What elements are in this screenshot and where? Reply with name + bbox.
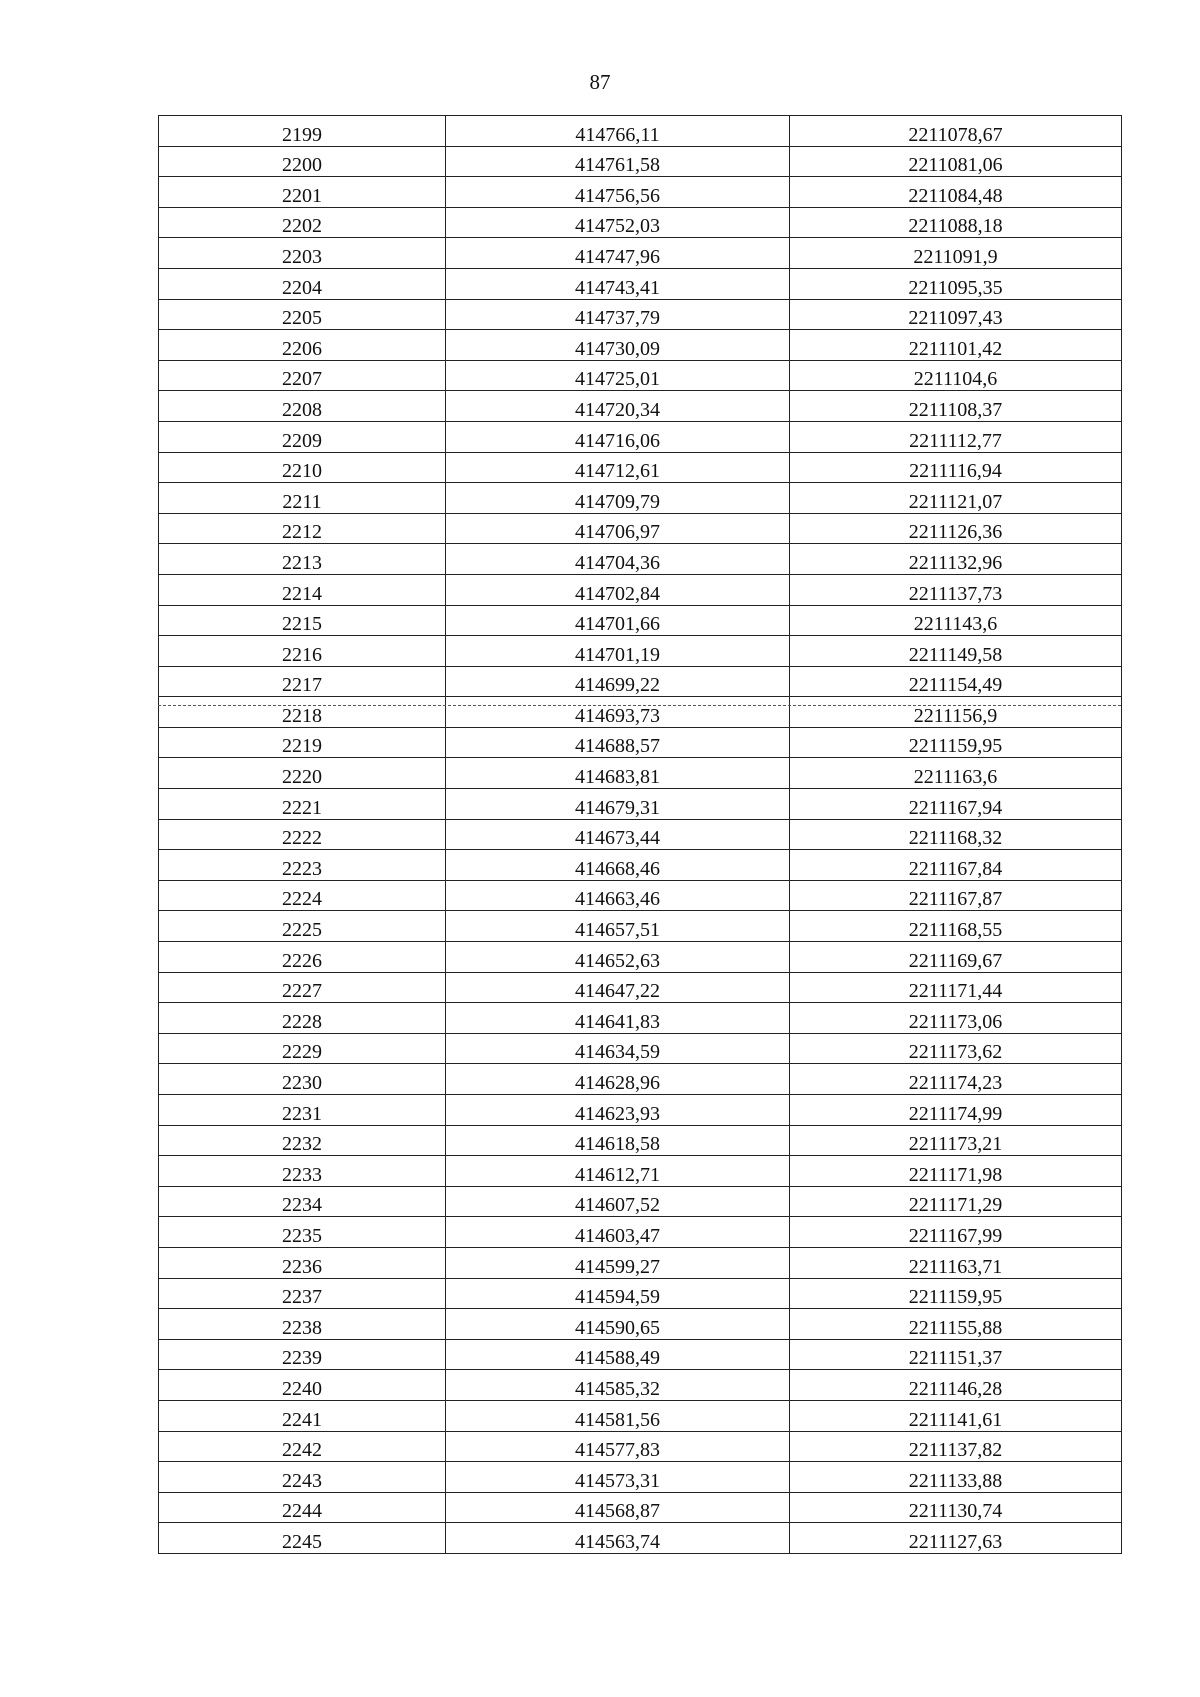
x-coordinate-cell: 414761,58 <box>446 146 790 177</box>
x-coordinate-cell: 414709,79 <box>446 483 790 514</box>
point-number-cell: 2220 <box>159 758 446 789</box>
point-number-cell: 2242 <box>159 1431 446 1462</box>
table-row <box>159 1523 1122 1554</box>
table-row <box>159 758 1122 789</box>
y-coordinate-cell: 2211127,63 <box>790 1523 1122 1554</box>
point-number-cell: 2227 <box>159 972 446 1003</box>
x-coordinate-cell: 414683,81 <box>446 758 790 789</box>
y-coordinate-cell: 2211156,9 <box>790 697 1122 728</box>
x-coordinate-cell: 414663,46 <box>446 880 790 911</box>
point-number-cell: 2201 <box>159 177 446 208</box>
x-coordinate-cell: 414756,56 <box>446 177 790 208</box>
y-coordinate-cell: 2211146,28 <box>790 1370 1122 1401</box>
y-coordinate-cell: 2211137,82 <box>790 1431 1122 1462</box>
table-row <box>159 942 1122 973</box>
x-coordinate-cell: 414747,96 <box>446 238 790 269</box>
point-number-cell: 2203 <box>159 238 446 269</box>
point-number-cell: 2213 <box>159 544 446 575</box>
table-row <box>159 727 1122 758</box>
y-coordinate-cell: 2211163,71 <box>790 1247 1122 1278</box>
table-row <box>159 1217 1122 1248</box>
x-coordinate-cell: 414766,11 <box>446 116 790 147</box>
table-row <box>159 636 1122 667</box>
y-coordinate-cell: 2211174,99 <box>790 1095 1122 1126</box>
y-coordinate-cell: 2211163,6 <box>790 758 1122 789</box>
y-coordinate-cell: 2211108,37 <box>790 391 1122 422</box>
page-number: 87 <box>589 70 611 94</box>
point-number-cell: 2217 <box>159 666 446 697</box>
y-coordinate-cell: 2211167,99 <box>790 1217 1122 1248</box>
point-number-cell: 2232 <box>159 1125 446 1156</box>
x-coordinate-cell: 414607,52 <box>446 1186 790 1217</box>
point-number-cell: 2207 <box>159 360 446 391</box>
point-number-cell: 2230 <box>159 1064 446 1095</box>
table-row <box>159 850 1122 881</box>
point-number-cell: 2238 <box>159 1309 446 1340</box>
x-coordinate-cell: 414704,36 <box>446 544 790 575</box>
y-coordinate-cell: 2211171,44 <box>790 972 1122 1003</box>
y-coordinate-cell: 2211173,21 <box>790 1125 1122 1156</box>
x-coordinate-cell: 414590,65 <box>446 1309 790 1340</box>
y-coordinate-cell: 2211130,74 <box>790 1492 1122 1523</box>
x-coordinate-cell: 414725,01 <box>446 360 790 391</box>
y-coordinate-cell: 2211081,06 <box>790 146 1122 177</box>
x-coordinate-cell: 414573,31 <box>446 1462 790 1493</box>
point-number-cell: 2219 <box>159 727 446 758</box>
table-row <box>159 819 1122 850</box>
point-number-cell: 2214 <box>159 574 446 605</box>
y-coordinate-cell: 2211112,77 <box>790 421 1122 452</box>
table-row <box>159 177 1122 208</box>
point-number-cell: 2210 <box>159 452 446 483</box>
point-number-cell: 2215 <box>159 605 446 636</box>
table-row <box>159 1247 1122 1278</box>
x-coordinate-cell: 414706,97 <box>446 513 790 544</box>
point-number-cell: 2226 <box>159 942 446 973</box>
y-coordinate-cell: 2211084,48 <box>790 177 1122 208</box>
y-coordinate-cell: 2211171,29 <box>790 1186 1122 1217</box>
point-number-cell: 2212 <box>159 513 446 544</box>
x-coordinate-cell: 414673,44 <box>446 819 790 850</box>
point-number-cell: 2235 <box>159 1217 446 1248</box>
table-row <box>159 1492 1122 1523</box>
table-row <box>159 238 1122 269</box>
point-number-cell: 2204 <box>159 268 446 299</box>
y-coordinate-cell: 2211167,84 <box>790 850 1122 881</box>
x-coordinate-cell: 414634,59 <box>446 1033 790 1064</box>
point-number-cell: 2206 <box>159 330 446 361</box>
table-row <box>159 1370 1122 1401</box>
table-row <box>159 544 1122 575</box>
table-row <box>159 330 1122 361</box>
point-number-cell: 2223 <box>159 850 446 881</box>
y-coordinate-cell: 2211143,6 <box>790 605 1122 636</box>
point-number-cell: 2218 <box>159 697 446 728</box>
y-coordinate-cell: 2211149,58 <box>790 636 1122 667</box>
x-coordinate-cell: 414585,32 <box>446 1370 790 1401</box>
x-coordinate-cell: 414668,46 <box>446 850 790 881</box>
table-row <box>159 911 1122 942</box>
table-row <box>159 1125 1122 1156</box>
table-row <box>159 513 1122 544</box>
point-number-cell: 2245 <box>159 1523 446 1554</box>
table-row <box>159 1003 1122 1034</box>
x-coordinate-cell: 414737,79 <box>446 299 790 330</box>
point-number-cell: 2241 <box>159 1400 446 1431</box>
y-coordinate-cell: 2211168,55 <box>790 911 1122 942</box>
table-row <box>159 666 1122 697</box>
point-number-cell: 2221 <box>159 789 446 820</box>
coordinates-table <box>158 115 1122 1554</box>
point-number-cell: 2239 <box>159 1339 446 1370</box>
y-coordinate-cell: 2211078,67 <box>790 116 1122 147</box>
x-coordinate-cell: 414712,61 <box>446 452 790 483</box>
table-row <box>159 116 1122 147</box>
x-coordinate-cell: 414702,84 <box>446 574 790 605</box>
table-row <box>159 483 1122 514</box>
table-row <box>159 391 1122 422</box>
point-number-cell: 2243 <box>159 1462 446 1493</box>
x-coordinate-cell: 414701,19 <box>446 636 790 667</box>
x-coordinate-cell: 414652,63 <box>446 942 790 973</box>
y-coordinate-cell: 2211151,37 <box>790 1339 1122 1370</box>
table-row <box>159 605 1122 636</box>
point-number-cell: 2202 <box>159 207 446 238</box>
table-row <box>159 1156 1122 1187</box>
x-coordinate-cell: 414623,93 <box>446 1095 790 1126</box>
table-row <box>159 1339 1122 1370</box>
point-number-cell: 2228 <box>159 1003 446 1034</box>
x-coordinate-cell: 414716,06 <box>446 421 790 452</box>
table-row <box>159 360 1122 391</box>
y-coordinate-cell: 2211155,88 <box>790 1309 1122 1340</box>
point-number-cell: 2211 <box>159 483 446 514</box>
table-row <box>159 789 1122 820</box>
x-coordinate-cell: 414688,57 <box>446 727 790 758</box>
table-row <box>159 421 1122 452</box>
x-coordinate-cell: 414581,56 <box>446 1400 790 1431</box>
y-coordinate-cell: 2211167,94 <box>790 789 1122 820</box>
y-coordinate-cell: 2211097,43 <box>790 299 1122 330</box>
coordinates-table-body <box>159 116 1122 1554</box>
x-coordinate-cell: 414612,71 <box>446 1156 790 1187</box>
x-coordinate-cell: 414699,22 <box>446 666 790 697</box>
x-coordinate-cell: 414720,34 <box>446 391 790 422</box>
x-coordinate-cell: 414752,03 <box>446 207 790 238</box>
table-row <box>159 972 1122 1003</box>
point-number-cell: 2199 <box>159 116 446 147</box>
scan-artifact-line <box>158 705 1121 706</box>
table-row <box>159 1431 1122 1462</box>
point-number-cell: 2233 <box>159 1156 446 1187</box>
point-number-cell: 2224 <box>159 880 446 911</box>
point-number-cell: 2208 <box>159 391 446 422</box>
x-coordinate-cell: 414693,73 <box>446 697 790 728</box>
point-number-cell: 2237 <box>159 1278 446 1309</box>
point-number-cell: 2200 <box>159 146 446 177</box>
y-coordinate-cell: 2211095,35 <box>790 268 1122 299</box>
point-number-cell: 2234 <box>159 1186 446 1217</box>
point-number-cell: 2244 <box>159 1492 446 1523</box>
x-coordinate-cell: 414618,58 <box>446 1125 790 1156</box>
x-coordinate-cell: 414628,96 <box>446 1064 790 1095</box>
y-coordinate-cell: 2211174,23 <box>790 1064 1122 1095</box>
table-row <box>159 299 1122 330</box>
table-row <box>159 697 1122 728</box>
x-coordinate-cell: 414647,22 <box>446 972 790 1003</box>
table-row <box>159 1309 1122 1340</box>
table-row <box>159 207 1122 238</box>
y-coordinate-cell: 2211173,62 <box>790 1033 1122 1064</box>
y-coordinate-cell: 2211133,88 <box>790 1462 1122 1493</box>
y-coordinate-cell: 2211168,32 <box>790 819 1122 850</box>
x-coordinate-cell: 414588,49 <box>446 1339 790 1370</box>
x-coordinate-cell: 414701,66 <box>446 605 790 636</box>
y-coordinate-cell: 2211132,96 <box>790 544 1122 575</box>
y-coordinate-cell: 2211167,87 <box>790 880 1122 911</box>
y-coordinate-cell: 2211091,9 <box>790 238 1122 269</box>
x-coordinate-cell: 414577,83 <box>446 1431 790 1462</box>
table-row <box>159 1064 1122 1095</box>
point-number-cell: 2222 <box>159 819 446 850</box>
y-coordinate-cell: 2211126,36 <box>790 513 1122 544</box>
point-number-cell: 2225 <box>159 911 446 942</box>
x-coordinate-cell: 414599,27 <box>446 1247 790 1278</box>
y-coordinate-cell: 2211159,95 <box>790 727 1122 758</box>
table-row <box>159 1186 1122 1217</box>
y-coordinate-cell: 2211088,18 <box>790 207 1122 238</box>
point-number-cell: 2229 <box>159 1033 446 1064</box>
table-row <box>159 880 1122 911</box>
table-row <box>159 268 1122 299</box>
table-row <box>159 146 1122 177</box>
table-row <box>159 452 1122 483</box>
y-coordinate-cell: 2211137,73 <box>790 574 1122 605</box>
y-coordinate-cell: 2211141,61 <box>790 1400 1122 1431</box>
table-row <box>159 1278 1122 1309</box>
y-coordinate-cell: 2211173,06 <box>790 1003 1122 1034</box>
x-coordinate-cell: 414730,09 <box>446 330 790 361</box>
x-coordinate-cell: 414679,31 <box>446 789 790 820</box>
point-number-cell: 2231 <box>159 1095 446 1126</box>
table-row <box>159 1462 1122 1493</box>
table-row <box>159 1095 1122 1126</box>
y-coordinate-cell: 2211171,98 <box>790 1156 1122 1187</box>
y-coordinate-cell: 2211101,42 <box>790 330 1122 361</box>
point-number-cell: 2205 <box>159 299 446 330</box>
table-row <box>159 1033 1122 1064</box>
point-number-cell: 2209 <box>159 421 446 452</box>
point-number-cell: 2236 <box>159 1247 446 1278</box>
y-coordinate-cell: 2211169,67 <box>790 942 1122 973</box>
y-coordinate-cell: 2211121,07 <box>790 483 1122 514</box>
x-coordinate-cell: 414594,59 <box>446 1278 790 1309</box>
x-coordinate-cell: 414563,74 <box>446 1523 790 1554</box>
y-coordinate-cell: 2211104,6 <box>790 360 1122 391</box>
x-coordinate-cell: 414568,87 <box>446 1492 790 1523</box>
table-row <box>159 1400 1122 1431</box>
x-coordinate-cell: 414603,47 <box>446 1217 790 1248</box>
y-coordinate-cell: 2211159,95 <box>790 1278 1122 1309</box>
point-number-cell: 2216 <box>159 636 446 667</box>
x-coordinate-cell: 414641,83 <box>446 1003 790 1034</box>
x-coordinate-cell: 414743,41 <box>446 268 790 299</box>
table-row <box>159 574 1122 605</box>
y-coordinate-cell: 2211154,49 <box>790 666 1122 697</box>
x-coordinate-cell: 414657,51 <box>446 911 790 942</box>
y-coordinate-cell: 2211116,94 <box>790 452 1122 483</box>
point-number-cell: 2240 <box>159 1370 446 1401</box>
